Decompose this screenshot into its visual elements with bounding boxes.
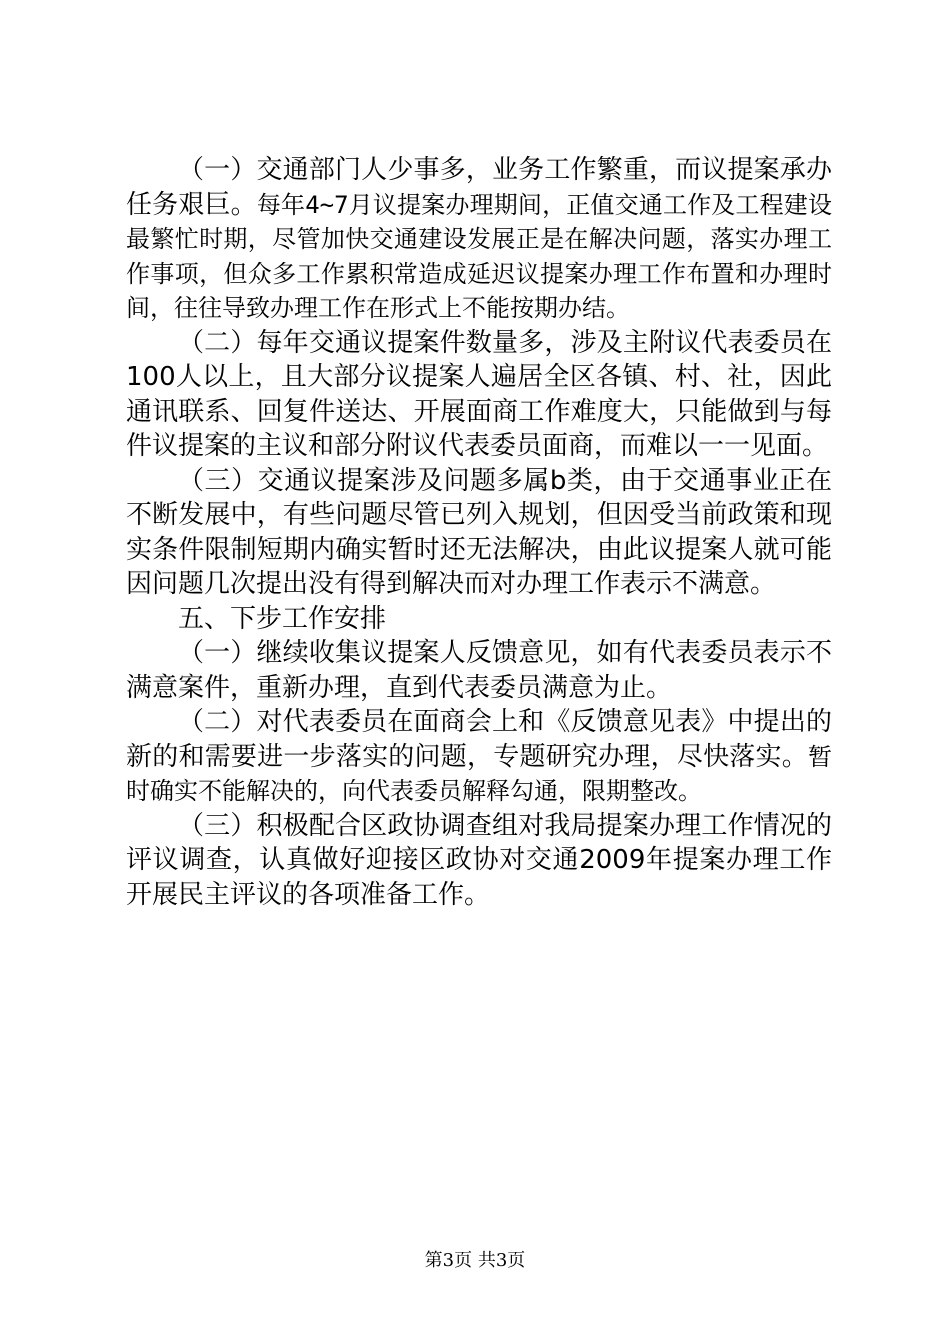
paragraph-3 [126, 464, 832, 602]
section-heading-5 [126, 602, 832, 637]
paragraph-1-body: 每年4~7月议提案办理期间，正值交通工作及工程建设最繁忙时期，尽管加快交通建设发展正是在解决问题，落实办理工作事项，但众多工作累积常造成延迟议提案办理工作布置和办理时间，往往导致办理工作在形式上不能按期办结。 [126, 190, 832, 322]
paragraph-6 [126, 809, 832, 913]
paragraph-3-lead: （三）交通议提案涉及问题多属b类，由于交通事业正在不断发展中，有些问题尽管已列入规划，但因受当前政策和现实条件限制短期内确实暂时还无法解决，由此议提案人就可能因问题几次提出没有得到解决而对办理工作表示不满意。 [126, 465, 832, 599]
paragraph-2-lead: （二）每年交通议提案件数量多，涉及主附议代表委员在100人以上，且大部分议提案人遍居全区各镇、村、社，因此通讯联系、回复件送达、开展面商工作难度大，只能做到与每件议提案的主议和部分附议代表委员面商，而难以一一见面。 [126, 327, 832, 461]
paragraph-5 [126, 705, 832, 809]
document-body [126, 153, 832, 912]
paragraph-4 [126, 636, 832, 705]
paragraph-5-body: 暂时确实不能解决的，向代表委员解释勾通，限期整改。 [126, 742, 832, 805]
paragraph-6-lead: （三）积极配合区政协调查组对我局提案办理工作情况的评议调查，认真做好迎接区政协对交通2009年提案办理工作开展民主评议的各项准备工作。 [126, 810, 832, 910]
page-footer: 第3页 共3页 [424, 1250, 526, 1271]
paragraph-5-lead: （二）对代表委员在面商会上和《反馈意见表》中提出的新的和需要进一步落实的问题，专题研究办理，尽快落实。 [126, 707, 832, 772]
paragraph-4-lead: （一）继续收集议提案人反馈意见，如有代表委员表示不满意案件，重新办理，直到代表委员满意为止。 [126, 638, 832, 703]
paragraph-1 [126, 153, 832, 326]
paragraph-1-lead: （一）交通部门人少事多，业务工作繁重，而议提案承办任务艰巨。 [126, 155, 832, 220]
paragraph-2 [126, 326, 832, 464]
section-heading-text: 五、下步工作安排 [178, 603, 387, 634]
